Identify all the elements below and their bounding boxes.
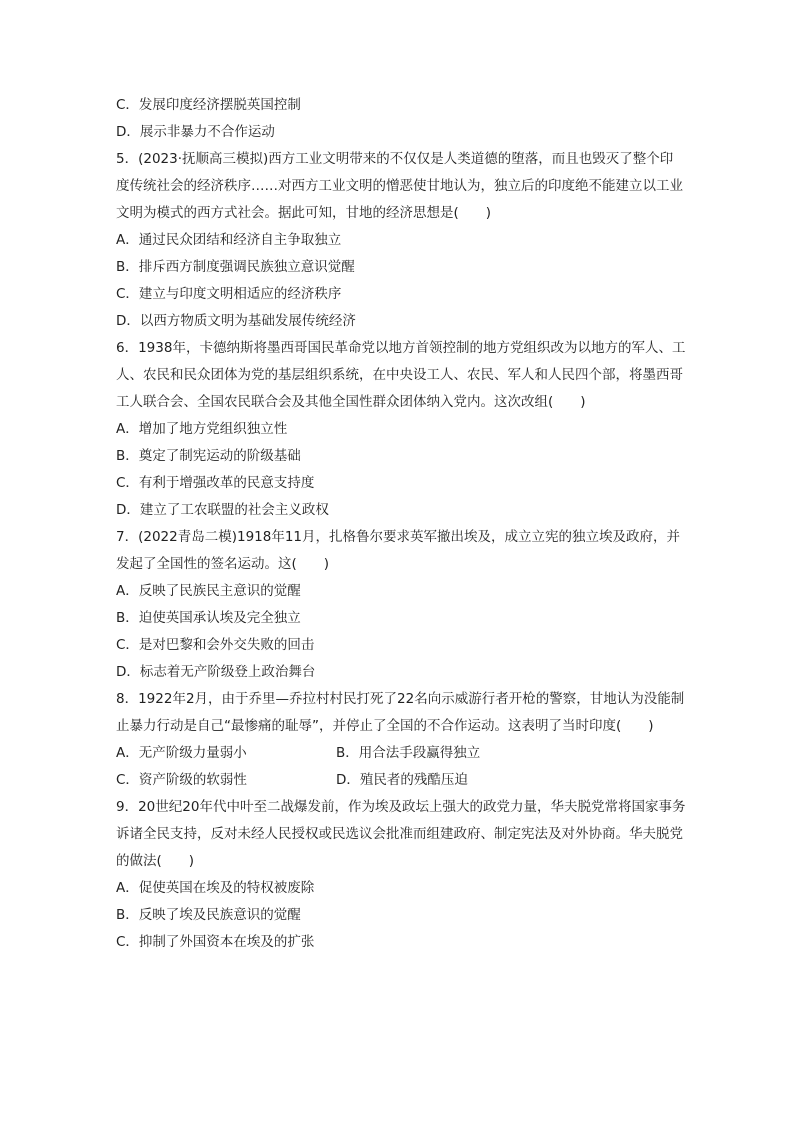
question-9: 9．20世纪20年代中叶至二战爆发前，作为埃及政坛上强大的政党力量，华夫脱党常将国家事务诉诸全民支持，反对未经人民授权或民选议会批准而组建政府、制定宪法及对外协商。华夫脱党的做法( ): [116, 799, 686, 869]
option-row: [116, 767, 686, 794]
question-7: 7．(2022青岛二模)1918年11月，扎格鲁尔要求英军撤出埃及，成立立宪的独立埃及政府，并发起了全国性的签名运动。这( ): [116, 529, 681, 572]
option-line: A．反映了民族民主意识的觉醒: [116, 583, 301, 599]
document-page: [116, 92, 686, 956]
option-row: [116, 740, 686, 767]
option-line: B．反映了埃及民族意识的觉醒: [116, 907, 301, 923]
option-line: B．奠定了制宪运动的阶级基础: [116, 448, 301, 464]
option-b: B．用合法手段赢得独立: [336, 745, 481, 761]
option-line: C．是对巴黎和会外交失败的回击: [116, 637, 315, 653]
option-a: A．无产阶级力量弱小: [116, 745, 247, 761]
option-line: A．增加了地方党组织独立性: [116, 421, 288, 437]
option-line: B．迫使英国承认埃及完全独立: [116, 610, 301, 626]
option-line: D．以西方物质文明为基础发展传统经济: [116, 313, 356, 329]
option-line: D．建立了工农联盟的社会主义政权: [116, 502, 329, 518]
option-d: D．殖民者的残酷压迫: [336, 772, 468, 788]
option-line: D．标志着无产阶级登上政治舞台: [116, 664, 316, 680]
option-line: A．通过民众团结和经济自主争取独立: [116, 232, 342, 248]
option-c: C．资产阶级的软弱性: [116, 772, 247, 788]
option-line: A．促使英国在埃及的特权被废除: [116, 880, 315, 896]
option-line: D．展示非暴力不合作运动: [116, 124, 275, 140]
option-line: C．发展印度经济摆脱英国控制: [116, 97, 301, 113]
question-6: 6．1938年，卡德纳斯将墨西哥国民革命党以地方首领控制的地方党组织改为以地方的军人、工人、农民和民众团体为党的基层组织系统，在中央设工人、农民、军人和人民四个部，将墨西哥工人联合会、全国农民联合会及其他全国性群众团体纳入党内。这次改组( ): [116, 340, 686, 410]
option-line: B．排斥西方制度强调民族独立意识觉醒: [116, 259, 355, 275]
option-line: C．抑制了外国资本在埃及的扩张: [116, 934, 315, 950]
option-line: C．建立与印度文明相适应的经济秩序: [116, 286, 342, 302]
question-5: 5．(2023·抚顺高三模拟)西方工业文明带来的不仅仅是人类道德的堕落，而且也毁灭了整个印度传统社会的经济秩序……对西方工业文明的憎恶使甘地认为，独立后的印度绝不能建立以工业文明为模式的西方式社会。据此可知，甘地的经济思想是( ): [116, 151, 683, 221]
option-line: C．有利于增强改革的民意支持度: [116, 475, 315, 491]
question-8: 8．1922年2月，由于乔里—乔拉村村民打死了22名向示威游行者开枪的警察，甘地认为没能制止暴力行动是自己“最惨痛的耻辱”，并停止了全国的不合作运动。这表明了当时印度( ): [116, 691, 685, 734]
